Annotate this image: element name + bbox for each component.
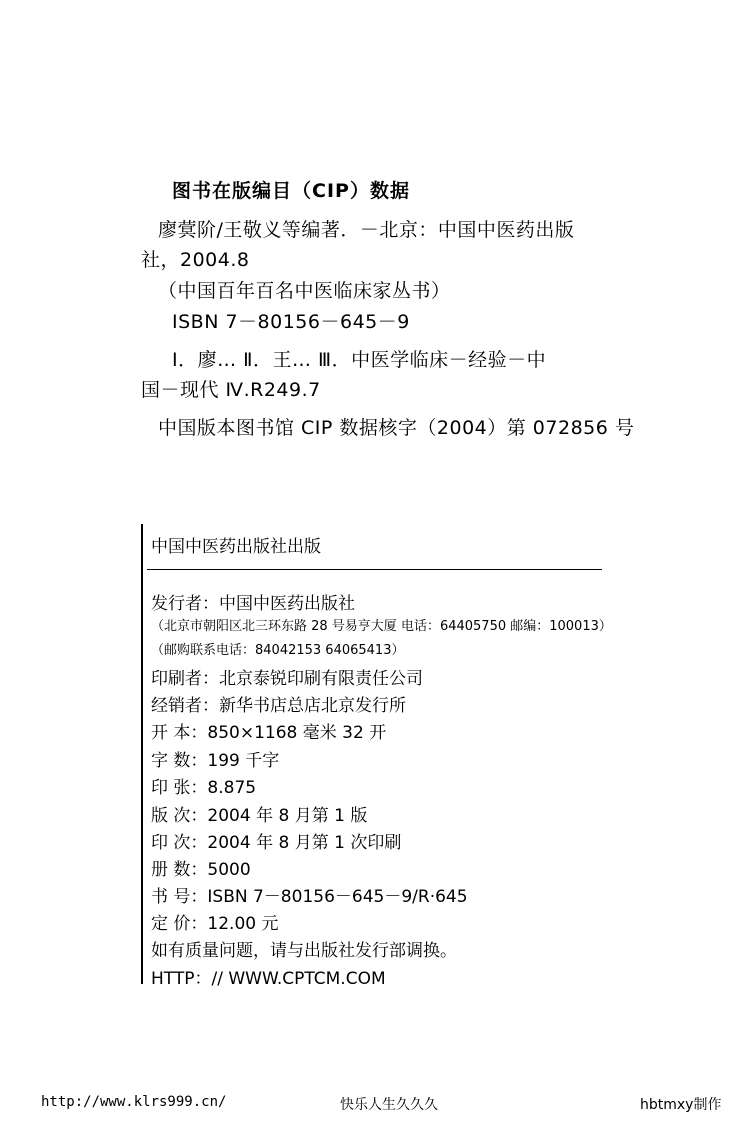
quality-note-line: 如有质量问题，请与出版社发行部调换。 (151, 941, 457, 961)
edition-line: 版 次：2004 年 8 月第 1 版 (151, 806, 368, 826)
book-number-line: 书 号：ISBN 7－80156－645－9/R·645 (151, 887, 468, 907)
footer-url: http://www.klrs999.cn/ (41, 1094, 227, 1110)
publication-info-block (141, 524, 661, 989)
word-count-line: 字 数：199 千字 (151, 751, 280, 771)
website-line: HTTP：// WWW.CPTCM.COM (151, 969, 386, 989)
copies-line: 册 数：5000 (151, 860, 251, 880)
footer-slogan: 快乐人生久久久 (340, 1097, 438, 1113)
divider (147, 569, 602, 570)
cip-line-series: （中国百年百名中医临床家丛书） (158, 280, 451, 302)
cip-title: 图书在版编目（CIP）数据 (172, 180, 410, 202)
printer-line: 印刷者：北京泰锐印刷有限责任公司 (151, 669, 423, 689)
cip-line-verification: 中国版本图书馆 CIP 数据核字（2004）第 072856 号 (158, 417, 635, 439)
cip-line-subjects: Ⅰ．廖… Ⅱ．王… Ⅲ．中医学临床－经验－中 (172, 349, 547, 371)
distributor-line: 发行者：中国中医药出版社 (151, 594, 355, 614)
left-rule (141, 524, 143, 984)
price-line: 定 价：12.00 元 (151, 914, 279, 934)
cip-line-classification: 国－现代 Ⅳ.R249.7 (141, 379, 321, 401)
address-line: （北京市朝阳区北三环东路 28 号易亨大厦 电话：64405750 邮编：100013） (151, 619, 612, 634)
sheets-line: 印 张：8.875 (151, 778, 257, 798)
seller-line: 经销者：新华书店总店北京发行所 (151, 696, 406, 716)
mail-order-line: （邮购联系电话：84042153 64065413） (151, 643, 405, 658)
printing-line: 印 次：2004 年 8 月第 1 次印刷 (151, 833, 402, 853)
format-line: 开 本：850×1168 毫米 32 开 (151, 723, 387, 743)
footer-credit: hbtmxy制作 (640, 1097, 722, 1113)
cip-line-isbn: ISBN 7－80156－645－9 (172, 311, 410, 333)
publisher-header: 中国中医药出版社出版 (151, 537, 321, 557)
cip-line-publisher: 社，2004.8 (141, 249, 250, 271)
cip-line-authors: 廖蓂阶/王敬义等编著．－北京：中国中医药出版 (158, 219, 575, 241)
